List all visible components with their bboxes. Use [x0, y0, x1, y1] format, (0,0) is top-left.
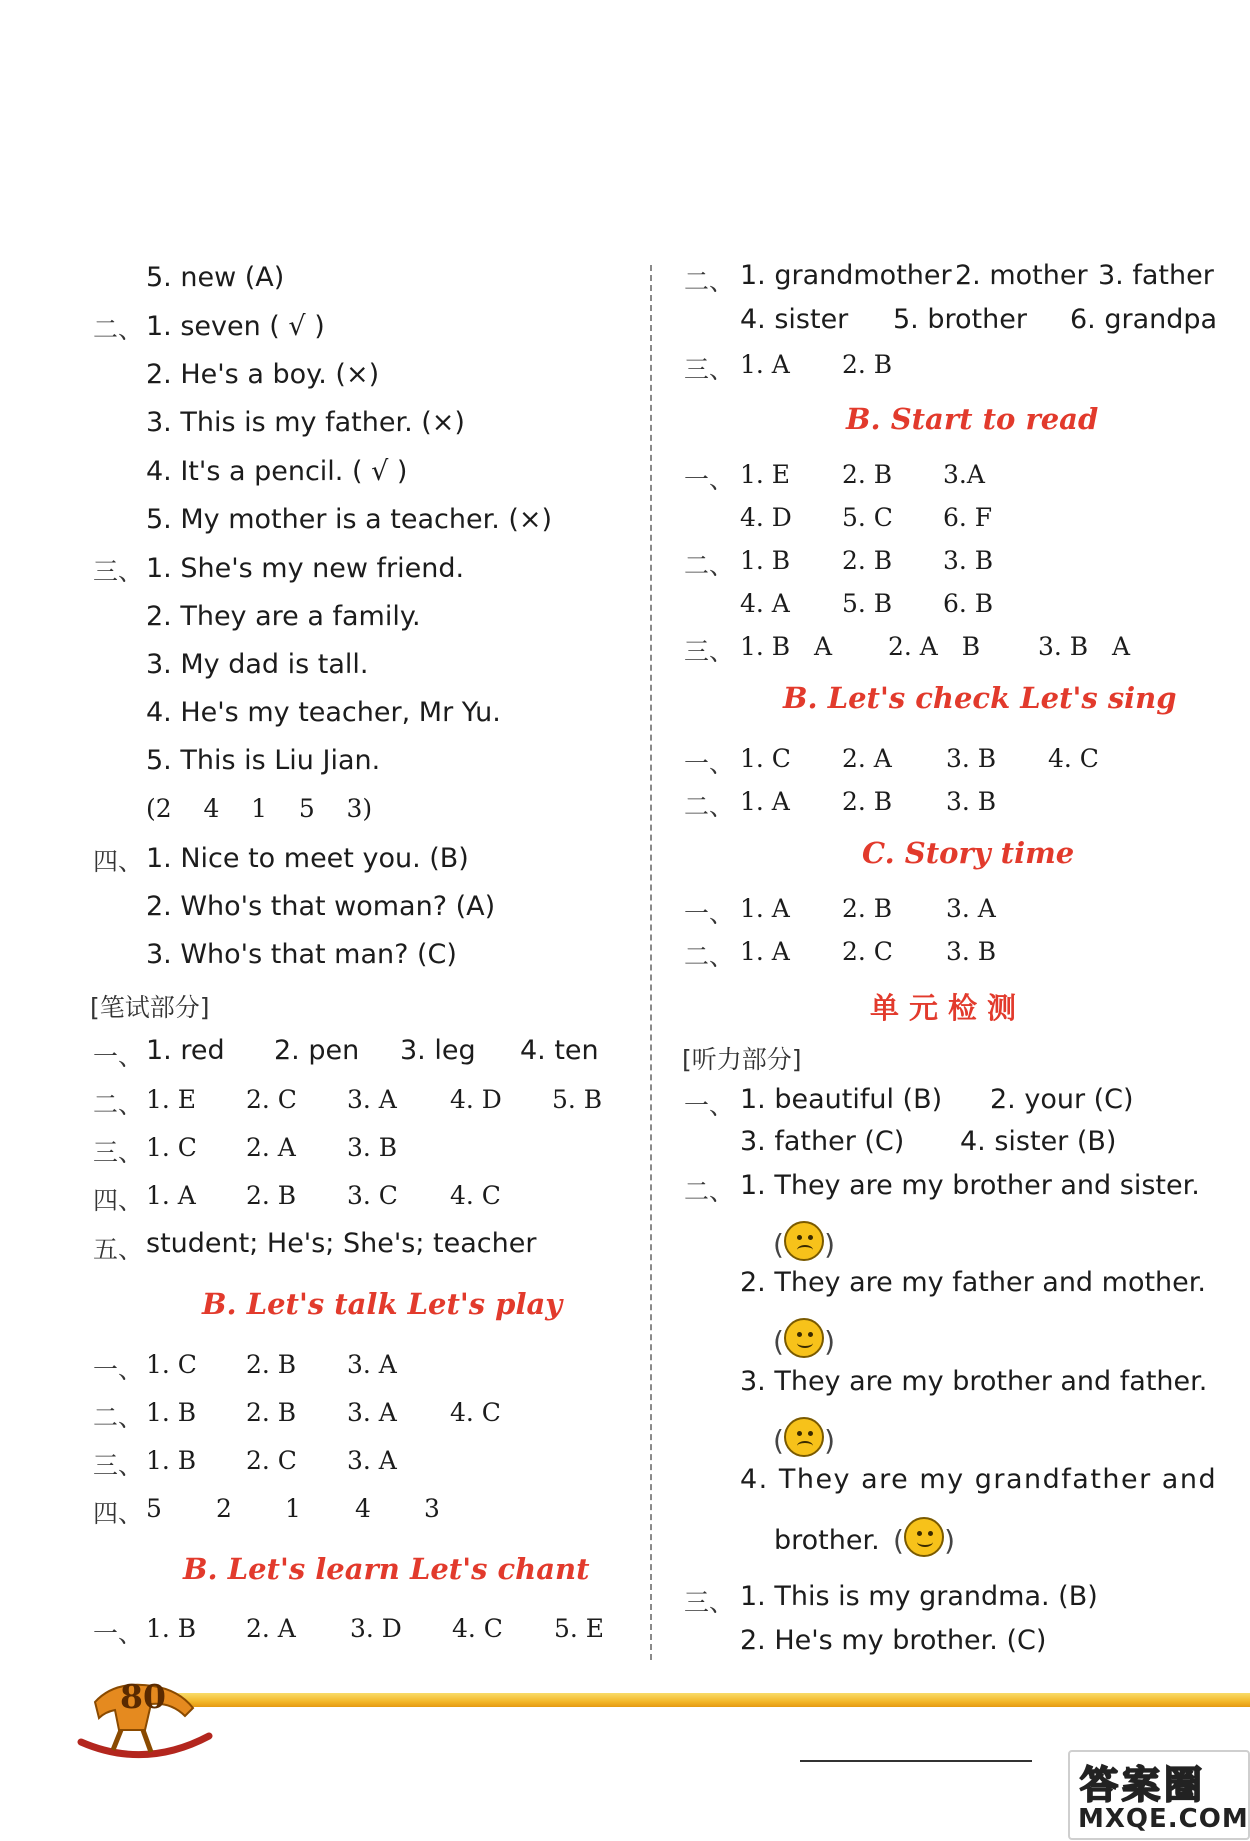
answer-cell: 4. D [450, 1085, 502, 1114]
answer-cell: 5 [146, 1494, 162, 1523]
section-heading: B. Let's talk Let's play [202, 1287, 563, 1321]
answer-line: brother. [774, 1525, 880, 1556]
section-mark: 三、 [93, 1138, 144, 1167]
answer-line: 2. They are my father and mother. [740, 1267, 1206, 1298]
answer-cell: 1. B A [740, 632, 833, 661]
sad-face-icon: ( ) [773, 1421, 835, 1461]
page-number: 80 [120, 1677, 166, 1716]
answer-cell: 3. B A [1038, 632, 1131, 661]
answer-cell: 1. C [146, 1133, 197, 1162]
answer-line: 5. My mother is a teacher. (×) [146, 504, 553, 535]
answer-cell: 3. A [347, 1398, 397, 1427]
answer-cell: 2. mother [955, 260, 1088, 291]
answer-line: 1. This is my grandma. (B) [740, 1581, 1098, 1612]
answer-cell: 3. B [943, 546, 994, 575]
answer-cell: 2. B [246, 1398, 297, 1427]
answer-cell: 2. C [842, 937, 893, 966]
answer-cell: 1. A [740, 787, 790, 816]
answer-cell: 1. B [146, 1398, 197, 1427]
answer-cell: 1. A [740, 937, 790, 966]
happy-face-icon: ( ) [893, 1521, 955, 1561]
section-heading: B. Let's learn Let's chant [183, 1552, 590, 1586]
answer-cell: 1. A [146, 1181, 196, 1210]
answer-line: 1. She's my new friend. [146, 553, 465, 584]
answer-line: 1. seven ( √ ) [146, 311, 325, 342]
answer-cell: 3. A [347, 1350, 397, 1379]
answer-cell: 2. B [246, 1350, 297, 1379]
answer-cell: 3. C [347, 1181, 398, 1210]
answer-cell: 4. sister (B) [960, 1126, 1117, 1157]
answer-cell: 1. A [740, 350, 790, 379]
answer-cell: 3. B [946, 787, 997, 816]
section-mark: 二、 [684, 792, 735, 821]
section-mark: 三、 [684, 1588, 735, 1617]
answer-cell: 1. C [146, 1350, 197, 1379]
section-mark: 五、 [93, 1235, 144, 1264]
answer-cell: 5. B [842, 589, 893, 618]
answer-cell: 5. B [552, 1085, 603, 1114]
section-mark: 四、 [93, 1499, 144, 1528]
section-mark: 三、 [684, 355, 735, 384]
answer-line: 1. They are my brother and sister. [740, 1170, 1200, 1201]
answer-cell: 2. A [246, 1133, 296, 1162]
section-mark: 四、 [93, 847, 144, 876]
footer-band [170, 1693, 1250, 1707]
answer-line: 1. Nice to meet you. (B) [146, 843, 469, 874]
answer-cell: 3.A [943, 460, 985, 489]
answer-cell: 2. C [246, 1446, 297, 1475]
answer-cell: 1. B [146, 1446, 197, 1475]
listening-section-label: [听力部分] [682, 1045, 802, 1074]
section-mark: 一、 [684, 465, 735, 494]
answer-line: 2. Who's that woman? (A) [146, 891, 496, 922]
watermark-text: 答案圈 [1080, 1763, 1207, 1807]
answer-line: 3. This is my father. (×) [146, 407, 465, 438]
section-mark: 三、 [93, 1451, 144, 1480]
answer-cell: 2. B [842, 460, 893, 489]
answer-cell: 4. ten [520, 1035, 599, 1066]
answer-cell: 4. C [452, 1614, 503, 1643]
answer-line: 2. They are a family. [146, 601, 421, 632]
answer-cell: 6. B [943, 589, 994, 618]
answer-cell: 3. B [946, 744, 997, 773]
answer-line: 4. He's my teacher, Mr Yu. [146, 697, 501, 728]
answer-line: 3. My dad is tall. [146, 649, 369, 680]
answer-cell: 3. A [946, 894, 996, 923]
answer-cell: 2. B [842, 350, 893, 379]
answer-cell: 6. F [943, 503, 993, 532]
answer-cell: 1. C [740, 744, 791, 773]
section-mark: 二、 [684, 267, 735, 296]
section-mark: 一、 [93, 1355, 144, 1384]
answer-cell: 4. C [450, 1181, 501, 1210]
answer-cell: 5. brother [893, 304, 1027, 335]
answer-cell: 2. B [842, 546, 893, 575]
watermark-logo [1068, 1750, 1250, 1840]
section-mark: 三、 [93, 557, 144, 586]
answer-cell: 4. sister [740, 304, 849, 335]
answer-cell: 1. beautiful (B) [740, 1084, 943, 1115]
answer-cell: 1. red [146, 1035, 225, 1066]
section-mark: 二、 [93, 315, 144, 344]
answer-line: student; He's; She's; teacher [146, 1228, 537, 1259]
answer-cell: 4 [355, 1494, 371, 1523]
section-mark: 三、 [684, 637, 735, 666]
answer-line: 4. They are my grandfather and [740, 1464, 1218, 1495]
section-mark: 一、 [93, 1042, 144, 1071]
section-mark: 一、 [684, 899, 735, 928]
section-mark: 一、 [684, 749, 735, 778]
order-sequence: (2 4 1 5 3) [146, 794, 373, 823]
answer-line: 5. This is Liu Jian. [146, 745, 381, 776]
answer-cell: 1. B [740, 546, 791, 575]
answer-cell: 3. father (C) [740, 1126, 905, 1157]
answer-cell: 5. C [842, 503, 893, 532]
answer-cell: 3. B [347, 1133, 398, 1162]
section-heading: C. Story time [862, 836, 1075, 870]
answer-line: 3. They are my brother and father. [740, 1366, 1208, 1397]
answer-cell: 3. father [1098, 260, 1214, 291]
answer-cell: 2. B [842, 787, 893, 816]
section-mark: 四、 [93, 1186, 144, 1215]
answer-cell: 1. A [740, 894, 790, 923]
section-mark: 一、 [93, 1619, 144, 1648]
happy-face-icon: ( ) [773, 1322, 835, 1362]
answer-cell: 3 [424, 1494, 440, 1523]
blank-line [800, 1760, 1032, 1762]
answer-cell: 2 [216, 1494, 232, 1523]
answer-cell: 2. A B [888, 632, 981, 661]
answer-cell: 6. grandpa [1070, 304, 1218, 335]
answer-line: 4. It's a pencil. ( √ ) [146, 456, 408, 487]
answer-cell: 2. B [842, 894, 893, 923]
answer-line: 2. He's a boy. (×) [146, 359, 380, 390]
section-mark: 二、 [684, 1177, 735, 1206]
section-mark: 一、 [684, 1091, 735, 1120]
section-heading: B. Let's check Let's sing [783, 681, 1177, 715]
watermark-url: MXQE.COM [1078, 1804, 1249, 1834]
section-heading: B. Start to read [846, 402, 1099, 436]
answer-cell: 2. pen [274, 1035, 360, 1066]
sad-face-icon: ( ) [773, 1225, 835, 1265]
answer-cell: 2. A [842, 744, 892, 773]
answer-line: 5. new (A) [146, 262, 285, 293]
answer-cell: 3. D [350, 1614, 402, 1643]
section-mark: 二、 [93, 1090, 144, 1119]
answer-cell: 3. B [946, 937, 997, 966]
section-mark: 二、 [684, 942, 735, 971]
answer-cell: 2. B [246, 1181, 297, 1210]
answer-cell: 1 [285, 1494, 301, 1523]
answer-cell: 1. grandmother [740, 260, 952, 291]
answer-cell: 4. A [740, 589, 790, 618]
answer-cell: 1. E [740, 460, 791, 489]
answer-cell: 4. D [740, 503, 792, 532]
written-section-label: [笔试部分] [90, 993, 210, 1022]
answer-cell: 2. your (C) [990, 1084, 1134, 1115]
right-column [660, 0, 1250, 1841]
section-mark: 二、 [684, 551, 735, 580]
answer-cell: 4. C [1048, 744, 1099, 773]
answer-line: 3. Who's that man? (C) [146, 939, 457, 970]
answer-cell: 2. C [246, 1085, 297, 1114]
unit-test-heading: 单元检测 [870, 991, 1027, 1025]
answer-cell: 3. A [347, 1085, 397, 1114]
answer-cell: 3. leg [400, 1035, 476, 1066]
answer-line: 2. He's my brother. (C) [740, 1625, 1047, 1656]
answer-cell: 1. B [146, 1614, 197, 1643]
answer-cell: 2. A [246, 1614, 296, 1643]
answer-cell: 1. E [146, 1085, 197, 1114]
answer-cell: 5. E [554, 1614, 605, 1643]
column-divider [650, 265, 652, 1660]
section-mark: 二、 [93, 1403, 144, 1432]
answer-cell: 4. C [450, 1398, 501, 1427]
answer-cell: 3. A [347, 1446, 397, 1475]
